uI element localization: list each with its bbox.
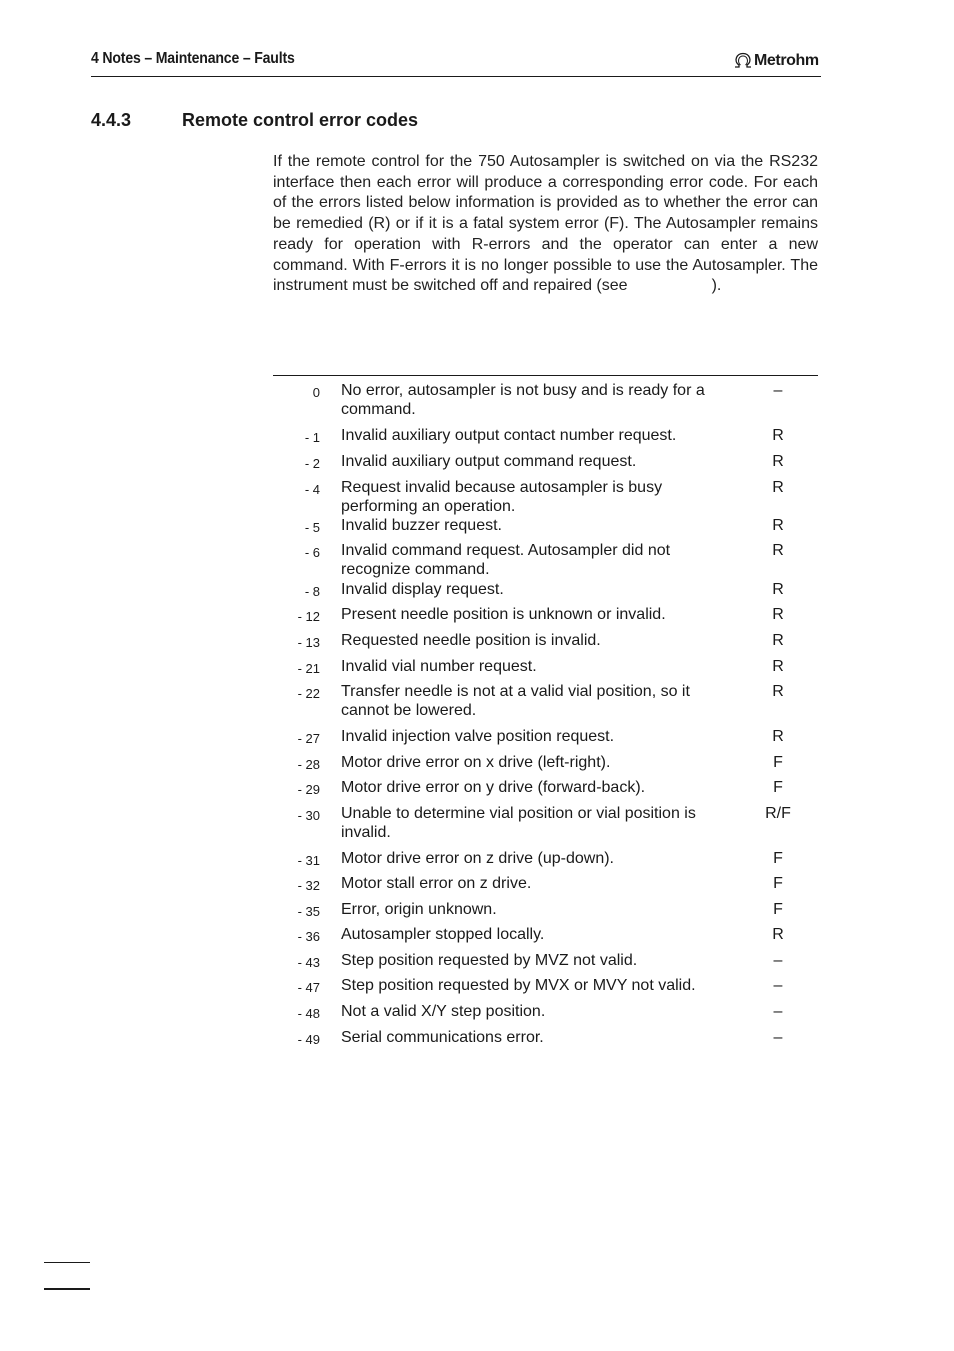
error-code: - 8 bbox=[304, 584, 320, 599]
error-code: - 49 bbox=[297, 1032, 320, 1047]
table-top-rule bbox=[273, 375, 818, 376]
error-code-row bbox=[273, 580, 818, 605]
error-code-row bbox=[273, 657, 818, 682]
error-code-row bbox=[273, 849, 818, 874]
metrohm-logo bbox=[733, 50, 819, 72]
error-code-row bbox=[273, 478, 818, 516]
error-type: F bbox=[773, 779, 783, 796]
error-description: Transfer needle is not at a valid vial position, so it cannot be lowered. bbox=[341, 683, 690, 719]
footer-rule-bottom bbox=[44, 1288, 90, 1290]
error-type: – bbox=[773, 977, 783, 994]
error-code: - 12 bbox=[297, 609, 320, 624]
error-description: No error, autosampler is not busy and is ready for a command. bbox=[341, 382, 705, 418]
error-code: - 22 bbox=[297, 686, 320, 701]
error-code: - 4 bbox=[304, 482, 320, 497]
error-type: F bbox=[773, 754, 783, 771]
error-code-row bbox=[273, 452, 818, 478]
error-type: F bbox=[773, 850, 783, 867]
logo-wordmark: Metrohm bbox=[754, 52, 819, 69]
error-type: R bbox=[772, 728, 784, 745]
error-type: R bbox=[772, 427, 784, 444]
error-type: F bbox=[773, 901, 783, 918]
error-code-row bbox=[273, 516, 818, 541]
error-code: - 32 bbox=[297, 878, 320, 893]
error-type: R bbox=[772, 632, 784, 649]
error-code-row bbox=[273, 925, 818, 951]
error-code: - 30 bbox=[297, 808, 320, 823]
error-description: Invalid buzzer request. bbox=[341, 517, 502, 534]
error-type: R bbox=[772, 542, 784, 559]
error-type: – bbox=[773, 1003, 783, 1020]
error-description: Invalid auxiliary output contact number request. bbox=[341, 427, 677, 444]
intro-text: If the remote control for the 750 Autosampler is switched on via the RS232 interface then each error will produce a corresponding error code. For each of the errors listed below information is provided as to whether the error can be remedied (R) or if it is a fatal system error (F). The Autosampler remains ready for operation with R-errors and the operator can enter a new command. With F-errors it is no longer possible to use the Autosampler. The instrument must be switched off and repaired (see bbox=[273, 153, 818, 295]
error-code-row bbox=[273, 778, 818, 804]
error-type: R bbox=[772, 453, 784, 470]
error-code-row bbox=[273, 804, 818, 849]
error-description: Error, origin unknown. bbox=[341, 901, 497, 918]
footer-rule-top bbox=[44, 1262, 90, 1263]
error-type: R bbox=[772, 658, 784, 675]
intro-paragraph bbox=[273, 152, 818, 297]
error-code: - 21 bbox=[297, 661, 320, 676]
error-description: Invalid auxiliary output command request. bbox=[341, 453, 637, 470]
error-code-row bbox=[273, 951, 818, 976]
error-description: Invalid injection valve position request. bbox=[341, 728, 615, 745]
error-code: - 1 bbox=[304, 430, 320, 445]
error-description: Unable to determine vial position or vial position is invalid. bbox=[341, 805, 696, 841]
error-description: Invalid display request. bbox=[341, 581, 504, 598]
error-type: – bbox=[773, 382, 783, 399]
error-code-row bbox=[273, 426, 818, 452]
error-type: R bbox=[772, 479, 784, 496]
error-description: Motor drive error on y drive (forward-back). bbox=[341, 779, 646, 796]
error-code: - 43 bbox=[297, 955, 320, 970]
error-code-row bbox=[273, 541, 818, 580]
error-code: - 2 bbox=[304, 456, 320, 471]
error-type: R bbox=[772, 517, 784, 534]
error-code: - 31 bbox=[297, 853, 320, 868]
error-description: Requested needle position is invalid. bbox=[341, 632, 601, 649]
error-description: Motor stall error on z drive. bbox=[341, 875, 532, 892]
error-code-row bbox=[273, 682, 818, 727]
omega-logo-icon bbox=[733, 52, 753, 70]
error-description: Present needle position is unknown or invalid. bbox=[341, 606, 666, 623]
error-type: R bbox=[772, 606, 784, 623]
error-description: Serial communications error. bbox=[341, 1029, 544, 1046]
error-type: R bbox=[772, 581, 784, 598]
section-number: 4.4.3 bbox=[91, 110, 132, 130]
error-code-row bbox=[273, 381, 818, 426]
error-code-row bbox=[273, 1002, 818, 1028]
error-code: - 29 bbox=[297, 782, 320, 797]
error-type: R/F bbox=[765, 805, 791, 822]
error-description: Step position requested by MVX or MVY not valid. bbox=[341, 977, 696, 994]
error-code: 0 bbox=[312, 385, 320, 400]
error-code-table bbox=[273, 381, 818, 1054]
error-description: Autosampler stopped locally. bbox=[341, 926, 545, 943]
error-description: Invalid command request. Autosampler did not recognize command. bbox=[341, 542, 671, 578]
running-header-title: 4 Notes – Maintenance – Faults bbox=[91, 50, 295, 67]
error-description: Invalid vial number request. bbox=[341, 658, 537, 675]
error-description: Step position requested by MVZ not valid. bbox=[341, 952, 638, 969]
error-code-row bbox=[273, 874, 818, 900]
error-type: – bbox=[773, 1029, 783, 1046]
error-description: Request invalid because autosampler is busy performing an operation. bbox=[341, 479, 663, 515]
error-code: - 28 bbox=[297, 757, 320, 772]
error-code-row bbox=[273, 753, 818, 778]
error-code-row bbox=[273, 900, 818, 925]
header-divider bbox=[91, 76, 821, 77]
error-type: R bbox=[772, 683, 784, 700]
error-code-row bbox=[273, 605, 818, 631]
error-code-row bbox=[273, 976, 818, 1002]
error-code: - 5 bbox=[304, 520, 320, 535]
error-type: F bbox=[773, 875, 783, 892]
section-title: Remote control error codes bbox=[182, 110, 419, 130]
error-code: - 47 bbox=[297, 980, 320, 995]
error-description: Motor drive error on z drive (up-down). bbox=[341, 850, 614, 867]
error-description: Motor drive error on x drive (left-right). bbox=[341, 754, 611, 771]
error-code-row bbox=[273, 631, 818, 657]
intro-text-end: ). bbox=[711, 277, 722, 295]
error-type: – bbox=[773, 952, 783, 969]
error-code: - 36 bbox=[297, 929, 320, 944]
error-description: Not a valid X/Y step position. bbox=[341, 1003, 546, 1020]
error-code: - 27 bbox=[297, 731, 320, 746]
error-code-row bbox=[273, 727, 818, 753]
error-code: - 13 bbox=[297, 635, 320, 650]
error-code: - 6 bbox=[304, 545, 320, 560]
error-code: - 48 bbox=[297, 1006, 320, 1021]
error-type: R bbox=[772, 926, 784, 943]
error-code-row bbox=[273, 1028, 818, 1054]
error-code: - 35 bbox=[297, 904, 320, 919]
